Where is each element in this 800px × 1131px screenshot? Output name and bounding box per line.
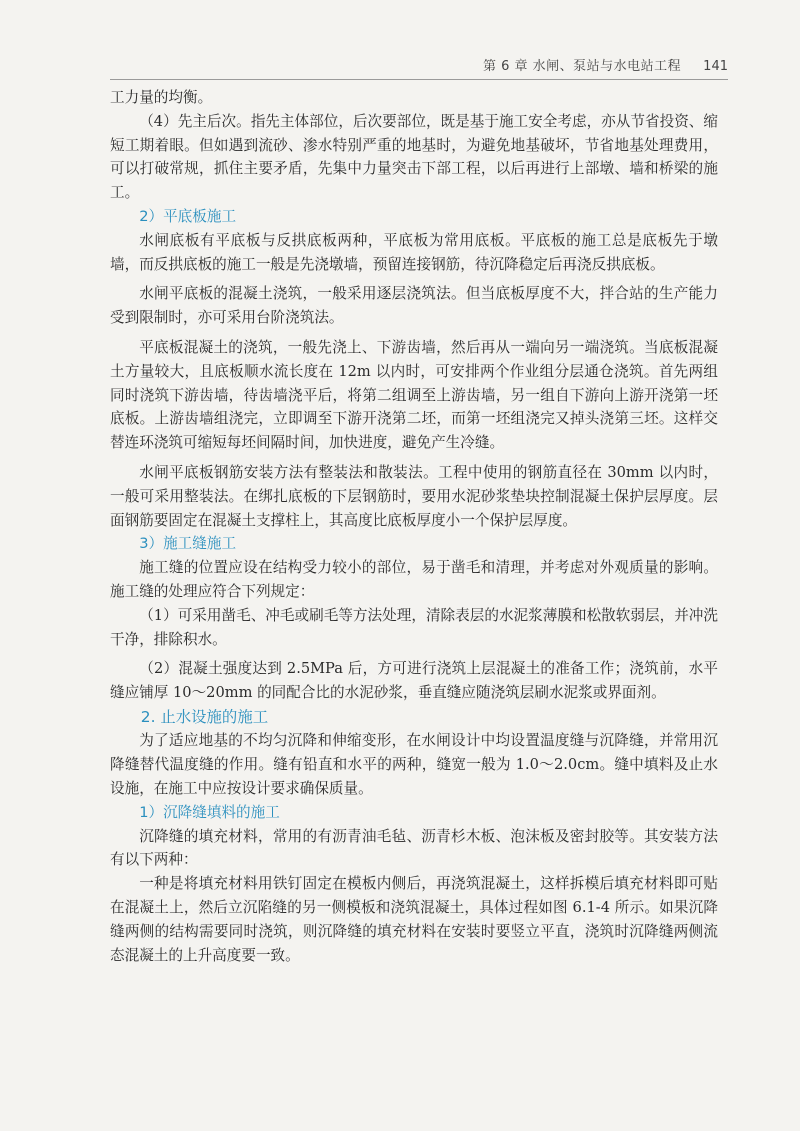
paragraph: 工力量的均衡。 (110, 89, 213, 106)
paragraph: 为了适应地基的不均匀沉降和伸缩变形，在水闸设计中均设置温度缝与沉降缝，并常用沉降缝替代温度缝的作用。缝有铅直和水平的两种，缝宽一般为 1.0～2.0cm。缝中填料及止水设施，在施工中应按设计要求确保质量。 (110, 732, 718, 798)
paragraph: （4）先主后次。指先主体部位，后次要部位，既是基于施工安全考虑，亦从节省投资、缩短工期着眼。但如遇到流砂、渗水特别严重的地基时，为避免地基破坏，节省地基处理费用，可以打破常规，抓住主要矛盾，先集中力量突击下部工程，以后再进行上部墩、墙和桥梁的施工。 (110, 112, 718, 202)
paragraph: 水闸平底板的混凝土浇筑，一般采用逐层浇筑法。但当底板厚度不大，拌合站的生产能力受到限制时，亦可采用台阶浇筑法。 (110, 285, 718, 327)
chapter-title: 第 6 章 水闸、泵站与水电站工程 (483, 59, 682, 74)
paragraph: 施工缝的位置应设在结构受力较小的部位，易于凿毛和清理，并考虑对外观质量的影响。施工缝的处理应符合下列规定： (110, 559, 718, 600)
paragraph: 沉降缝的填充材料，常用的有沥青油毛毡、沥青杉木板、泡沫板及密封胶等。其安装方法有以下两种： (110, 827, 718, 869)
section-heading: 2）平底板施工 (139, 207, 237, 225)
section-heading: 3）施工缝施工 (139, 535, 237, 553)
section-heading: 1）沉降缝填料的施工 (139, 803, 280, 821)
body-text (110, 86, 718, 967)
major-heading: 2. 止水设施的施工 (140, 707, 269, 726)
paragraph: 一种是将填充材料用铁钉固定在模板内侧后，再浇筑混凝土，这样拆模后填充材料即可贴在混凝土上，然后立沉陷缝的另一侧模板和浇筑混凝土，具体过程如图 6.1-4 所示。如果沉降缝两侧的结构需要同时浇筑，则沉降缝的填充材料在安装时要竖立平直，浇筑时沉降缝两侧流态混凝土的上升高度要一致。 (110, 875, 718, 964)
running-header (110, 50, 728, 80)
paragraph: （2）混凝土强度达到 2.5MPa 后，方可进行浇筑上层混凝土的准备工作；浇筑前，水平缝应铺厚 10～20mm 的同配合比的水泥砂浆，垂直缝应随浇筑层刷水泥浆或界面剂。 (110, 660, 718, 702)
paragraph: 水闸底板有平底板与反拱底板两种，平底板为常用底板。平底板的施工总是底板先于墩墙，而反拱底板的施工一般是先浇墩墙，预留连接钢筋，待沉降稳定后再浇反拱底板。 (110, 231, 718, 273)
page-number: 141 (703, 59, 728, 74)
paragraph: （1）可采用凿毛、冲毛或刷毛等方法处理，清除表层的水泥浆薄膜和松散软弱层，并冲洗干净，排除积水。 (110, 606, 718, 648)
paragraph: 平底板混凝土的浇筑，一般先浇上、下游齿墙，然后再从一端向另一端浇筑。当底板混凝土方量较大，且底板顺水流长度在 12m 以内时，可安排两个作业组分层通仓浇筑。首先两组同时浇筑下游齿墙，待齿墙浇平后，将第二组调至上游齿墙，另一组自下游向上游开浇第一坯底板。上游齿墙组浇完，立即调至下游开浇第二坯，而第一坯组浇完又掉头浇第三坯。这样交替连环浇筑可缩短每坯间隔时间，加快进度，避免产生冷缝。 (110, 338, 718, 452)
paragraph: 水闸平底板钢筋安装方法有整装法和散装法。工程中使用的钢筋直径在 30mm 以内时，一般可采用整装法。在绑扎底板的下层钢筋时，要用水泥砂浆垫块控制混凝土保护层厚度。层面钢筋要固定在混凝土支撑柱上，其高度比底板厚度小一个保护层厚度。 (110, 463, 718, 529)
